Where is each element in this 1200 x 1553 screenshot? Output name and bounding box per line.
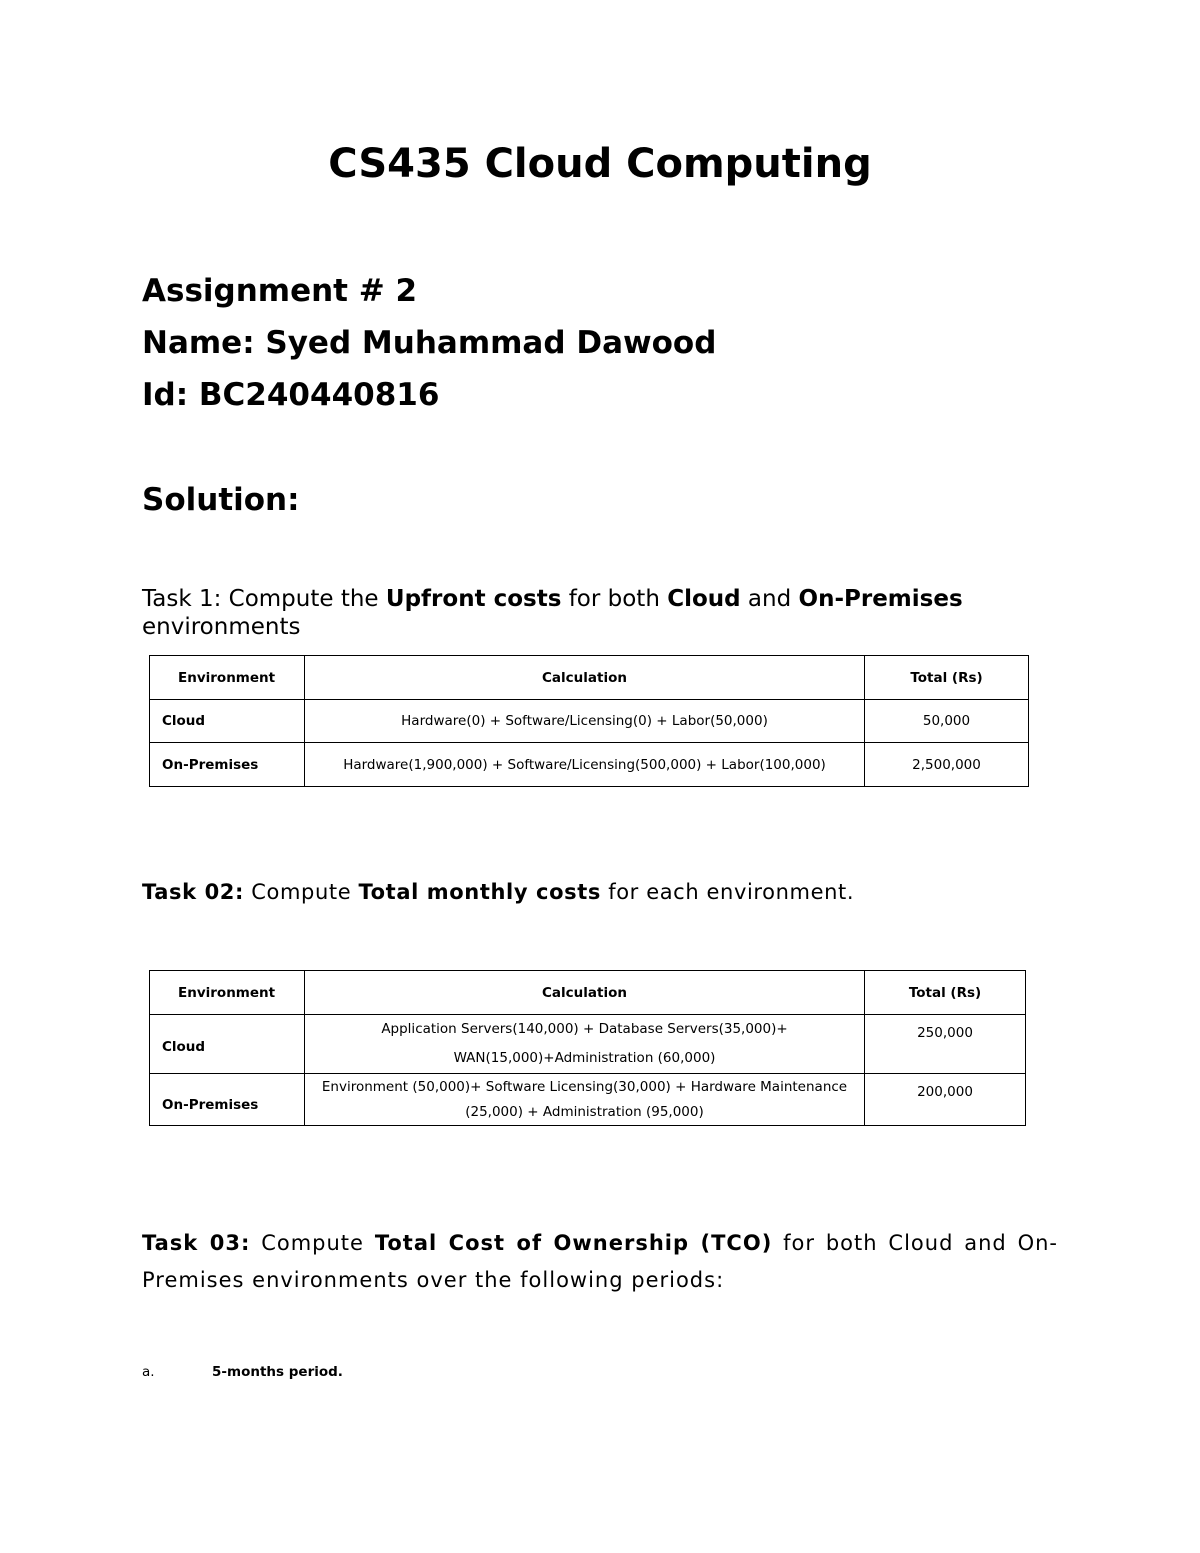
list-marker: a. [142,1364,155,1380]
cell-total: 50,000 [865,700,1029,743]
cell-environment: Cloud [150,1015,305,1074]
task3-text: Task 03: Compute Total Cost of Ownership (TCO) for both Cloud and On-Premises environments over the following periods: [142,1231,1059,1292]
cell-total: 250,000 [865,1015,1026,1074]
document-title: CS435 Cloud Computing [328,141,872,187]
cell-environment: On-Premises [150,743,305,787]
header-total: Total (Rs) [865,656,1029,700]
cell-calculation: Hardware(1,900,000) + Software/Licensing(500,000) + Labor(100,000) [305,743,865,787]
cell-total: 200,000 [865,1074,1026,1126]
header-calculation: Calculation [305,971,865,1015]
student-id: Id: BC240440816 [142,377,440,413]
table-header-row [150,971,1026,1015]
table-row [150,743,1029,787]
list-item-text: 5-months period. [212,1364,343,1380]
table-row [150,1015,1026,1074]
student-name: Name: Syed Muhammad Dawood [142,325,717,361]
header-calculation: Calculation [305,656,865,700]
cell-calculation: Hardware(0) + Software/Licensing(0) + Labor(50,000) [305,700,865,743]
upfront-costs-table [149,655,1029,787]
assignment-heading: Assignment # 2 [142,273,418,309]
task2-text: Task 02: Compute Total monthly costs for each environment. [142,880,855,904]
header-total: Total (Rs) [865,971,1026,1015]
header-environment: Environment [150,656,305,700]
task1-text: Task 1: Compute the Upfront costs for both Cloud and On-Premises environments [142,586,963,640]
monthly-costs-table [149,970,1026,1126]
solution-heading: Solution: [142,482,300,518]
header-environment: Environment [150,971,305,1015]
table-row [150,1074,1026,1126]
table-row [150,700,1029,743]
cell-environment: Cloud [150,700,305,743]
table-header-row [150,656,1029,700]
cell-calculation: Application Servers(140,000) + Database Servers(35,000)+ WAN(15,000)+Administration (60,000) [305,1015,865,1074]
cell-total: 2,500,000 [865,743,1029,787]
cell-calculation: Environment (50,000)+ Software Licensing(30,000) + Hardware Maintenance (25,000) + Administration (95,000) [305,1074,865,1126]
cell-environment: On-Premises [150,1074,305,1126]
